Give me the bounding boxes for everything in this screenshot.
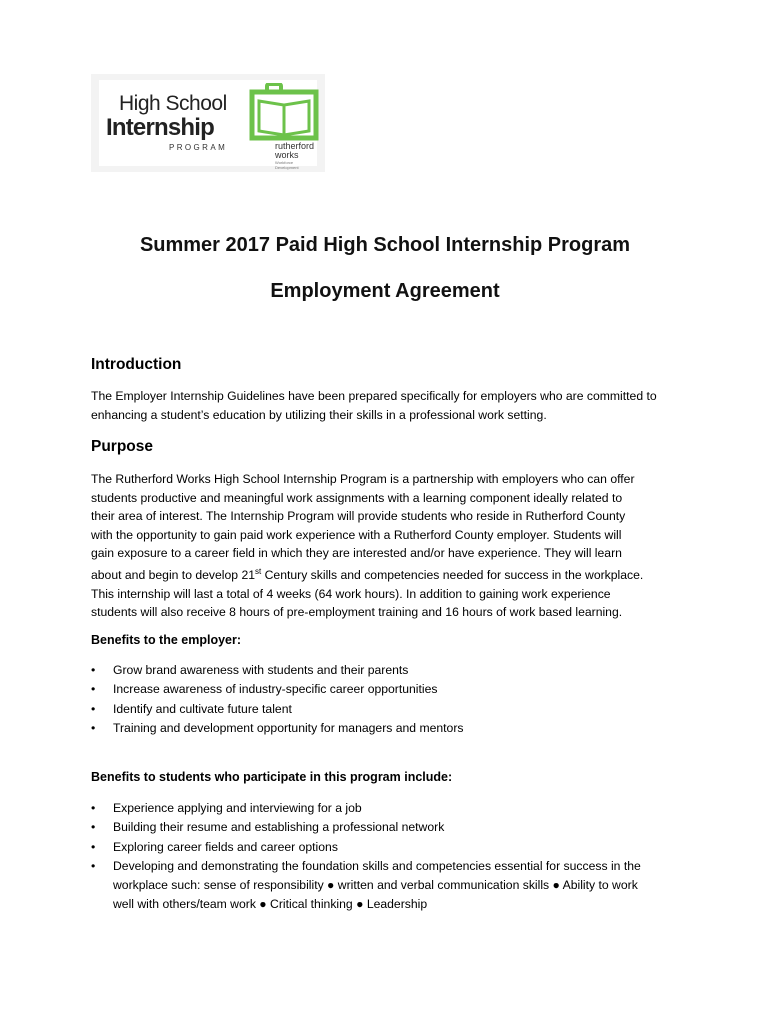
paragraph-line: This internship will last a total of 4 weeks (64 work hours). In addition to gaining work experience: [91, 586, 611, 601]
logo-brand-works: works: [275, 150, 299, 160]
list-item-line: Developing and demonstrating the foundation skills and competencies essential for success in the: [113, 858, 641, 873]
logo-text-internship: Internship: [106, 114, 215, 141]
paragraph-line: about and begin to develop 21st Century skills and competencies needed for success in the workplace.: [91, 566, 644, 583]
list-item: • Grow brand awareness with students and their parents: [91, 661, 691, 680]
list-item: • Building their resume and establishing a professional network: [91, 818, 691, 837]
paragraph-line: their area of interest. The Internship Program will provide students who reside in Rutherford County: [91, 509, 626, 524]
list-item: • Training and development opportunity for managers and mentors: [91, 719, 691, 738]
paragraph-line: The Rutherford Works High School Internship Program is a partnership with employers who can offer: [91, 472, 635, 486]
program-logo: [91, 74, 325, 172]
list-item-line: workplace such: sense of responsibility ● written and verbal communication skills ● Ability to work: [113, 878, 638, 893]
list-item: • Experience applying and interviewing for a job: [91, 799, 691, 818]
logo-text-program: PROGRAM: [169, 143, 228, 152]
document-subtitle: Employment Agreement: [270, 280, 500, 302]
paragraph-line: gain exposure to a career field in which they are interested and/or have experience. They will learn: [91, 546, 622, 561]
student-benefits-list: [91, 799, 691, 915]
introduction-paragraph: [91, 387, 683, 424]
paragraph-line: with the opportunity to gain paid work experience with a Rutherford County employer. Students will: [91, 527, 622, 542]
paragraph-line: enhancing a student’s education by utilizing their skills in a professional work setting.: [91, 407, 547, 422]
document-title: Summer 2017 Paid High School Internship Program: [139, 234, 631, 256]
purpose-paragraph: [91, 470, 683, 622]
logo-brand-rutherford: rutherford: [275, 141, 315, 151]
paragraph-line: students productive and meaningful work assignments with a learning component ideally related to: [91, 490, 623, 505]
paragraph-line: students will also receive 8 hours of pre-employment training and 16 hours of work based learning.: [91, 605, 623, 620]
list-item: • Increase awareness of industry-specific career opportunities: [91, 680, 691, 699]
list-item: • Exploring career fields and career options: [91, 838, 691, 857]
employer-benefits-list: [91, 661, 691, 738]
section-heading-purpose: Purpose: [91, 438, 154, 455]
list-item: [91, 857, 691, 915]
section-heading-introduction: Introduction: [91, 356, 182, 373]
logo-brand-tagline: Workforce Development: [275, 160, 299, 170]
list-item-line: well with others/team work ● Critical thinking ● Leadership: [113, 897, 428, 912]
logo-text-high-school: High School: [119, 92, 227, 115]
logo-panel: [99, 80, 317, 170]
paragraph-line: The Employer Internship Guidelines have been prepared specifically for employers who are committed to: [91, 389, 657, 403]
open-book-icon: [249, 83, 319, 145]
list-item: • Identify and cultivate future talent: [91, 700, 691, 719]
subheading-student-benefits: Benefits to students who participate in this program include:: [91, 770, 453, 784]
logo-brand: [275, 142, 317, 170]
subheading-employer-benefits: Benefits to the employer:: [91, 633, 242, 647]
